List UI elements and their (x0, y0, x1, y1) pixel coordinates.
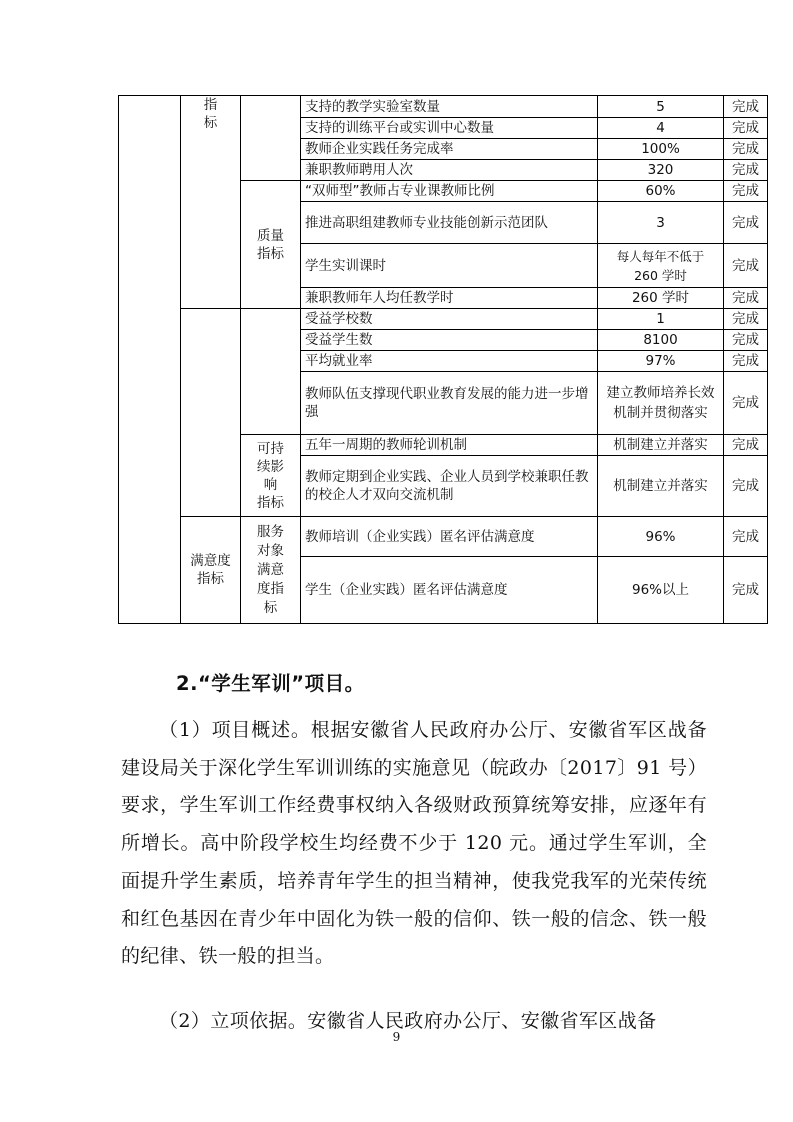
indicator-status: 完成 (724, 139, 768, 160)
indicator-status: 完成 (724, 456, 768, 517)
indicator-status: 完成 (724, 557, 768, 624)
indicator-name: 教师定期到企业实践、企业人员到学校兼职任教的校企人才双向交流机制 (301, 456, 598, 517)
indicator-value: 机制建立并落实 (598, 456, 724, 517)
indicator-status: 完成 (724, 517, 768, 557)
level1-indicator-cell (119, 96, 181, 624)
indicator-value: 5 (598, 96, 724, 118)
indicator-name: 受益学校数 (301, 309, 598, 330)
indicator-status: 完成 (724, 118, 768, 139)
level3-indicator-cell (241, 309, 301, 435)
indicator-status: 完成 (724, 96, 768, 118)
indicator-value: 机制建立并落实 (598, 435, 724, 456)
level3-indicator-cell: 质量 指标 (241, 181, 301, 309)
indicator-value: 1 (598, 309, 724, 330)
indicator-name: 教师企业实践任务完成率 (301, 139, 598, 160)
indicator-status: 完成 (724, 160, 768, 181)
level3-indicator-cell (241, 96, 301, 181)
project-overview-paragraph: （1）项目概述。根据安徽省人民政府办公厅、安徽省军区战备建设局关于深化学生军训训练的实施意见（皖政办〔2017〕91 号）要求，学生军训工作经费事权纳入各级财政预算统筹安排，应逐年有所增长。高中阶段学校生均经费不少于 120 元。通过学生军训，全面提升学生素质，培养青年学生的担当精神，使我党我军的光荣传统和红色基因在青少年中固化为铁一般的信仰、铁一般的信念、铁一般的纪律、铁一般的担当。 (121, 719, 707, 968)
indicator-status: 完成 (724, 181, 768, 202)
indicator-value: 320 (598, 160, 724, 181)
indicator-name: 教师队伍支撑现代职业教育发展的能力进一步增强 (301, 372, 598, 435)
indicator-status: 完成 (724, 330, 768, 351)
level3-indicator-cell: 服务 对象 满意 度指 标 (241, 517, 301, 624)
indicator-status: 完成 (724, 351, 768, 372)
indicator-value: 96%以上 (598, 557, 724, 624)
indicator-value: 每人每年不低于 260 学时 (598, 244, 724, 288)
section-heading: 2.“学生军训”项目。 (176, 672, 365, 695)
indicator-name: “双师型”教师占专业课教师比例 (301, 181, 598, 202)
indicator-name: 受益学生数 (301, 330, 598, 351)
indicator-value: 4 (598, 118, 724, 139)
indicator-value: 97% (598, 351, 724, 372)
indicator-value: 3 (598, 202, 724, 244)
indicator-status: 完成 (724, 244, 768, 288)
indicator-value: 60% (598, 181, 724, 202)
indicator-name: 学生（企业实践）匿名评估满意度 (301, 557, 598, 624)
level2-indicator-cell (181, 309, 241, 517)
indicator-name: 推进高职组建教师专业技能创新示范团队 (301, 202, 598, 244)
project-basis-paragraph: （2）立项依据。安徽省人民政府办公厅、安徽省军区战备 (159, 1010, 657, 1032)
indicator-name: 兼职教师年人均任教学时 (301, 288, 598, 309)
indicator-name: 平均就业率 (301, 351, 598, 372)
indicator-value: 260 学时 (598, 288, 724, 309)
indicator-status: 完成 (724, 288, 768, 309)
page-number: 9 (392, 1030, 401, 1044)
indicator-name: 五年一周期的教师轮训机制 (301, 435, 598, 456)
indicator-status: 完成 (724, 372, 768, 435)
level2-indicator-cell: 满意度 指标 (181, 517, 241, 624)
indicator-status: 完成 (724, 202, 768, 244)
indicator-value: 8100 (598, 330, 724, 351)
indicator-name: 教师培训（企业实践）匿名评估满意度 (301, 517, 598, 557)
indicator-name: 兼职教师聘用人次 (301, 160, 598, 181)
indicator-name: 支持的训练平台或实训中心数量 (301, 118, 598, 139)
level3-indicator-cell: 可持 续影 响 指标 (241, 435, 301, 517)
indicator-name: 学生实训课时 (301, 244, 598, 288)
performance-indicator-table (118, 95, 768, 624)
indicator-status: 完成 (724, 309, 768, 330)
level2-indicator-cell: 指 标 (181, 96, 241, 309)
indicator-value: 建立教师培养长效机制并贯彻落实 (598, 372, 724, 435)
indicator-name: 支持的教学实验室数量 (301, 96, 598, 118)
indicator-value: 96% (598, 517, 724, 557)
indicator-status: 完成 (724, 435, 768, 456)
indicator-value: 100% (598, 139, 724, 160)
